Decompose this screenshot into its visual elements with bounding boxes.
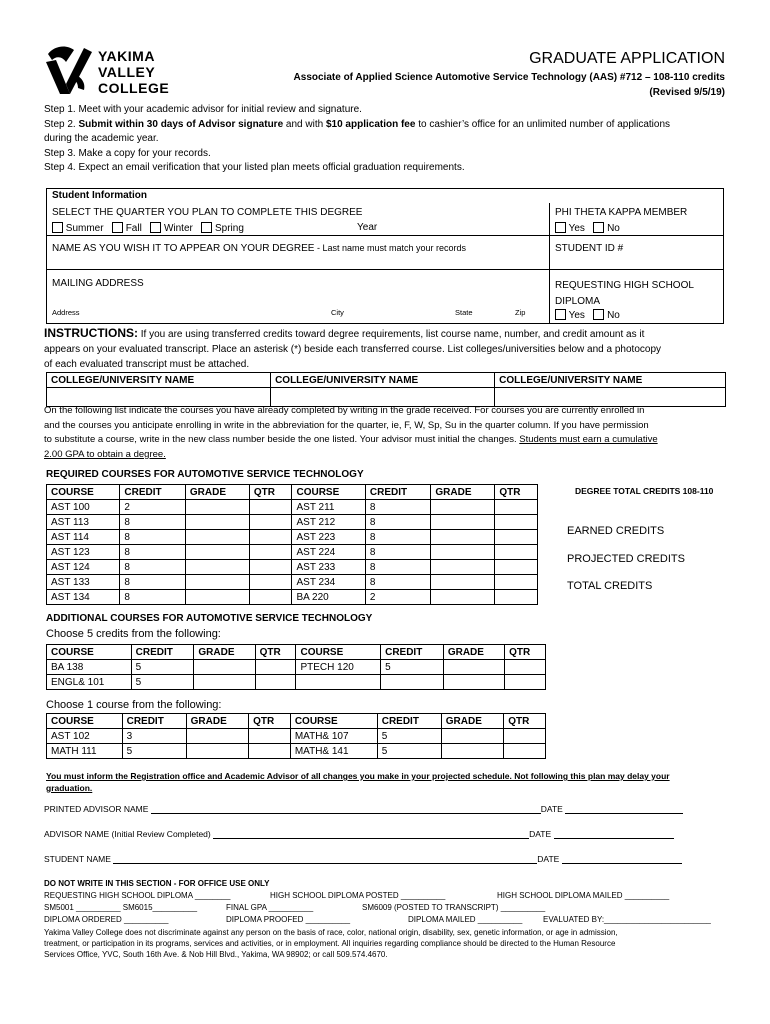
column-header: CREDIT (365, 485, 431, 500)
qtr-input[interactable] (249, 530, 292, 545)
column-header: CREDIT (120, 485, 186, 500)
grade-input[interactable] (441, 729, 504, 744)
qtr-input[interactable] (249, 560, 292, 575)
grades-note-l2: and the courses you anticipate enrolling in write in the abbreviation for the quarter, ie, F, W, Sp, Su in the quarter column. If you have permission (44, 419, 649, 431)
change-notice (46, 770, 670, 794)
course-cell: AST 212 (292, 515, 365, 530)
course-cell: PTECH 120 (296, 660, 381, 675)
grade-input[interactable] (431, 575, 495, 590)
instructions (44, 326, 734, 372)
student-id-field[interactable]: STUDENT ID # (555, 243, 624, 254)
credit-cell: 8 (365, 515, 431, 530)
total-credits-label[interactable]: TOTAL CREDITS (567, 580, 653, 592)
course-cell: AST 114 (47, 530, 120, 545)
hs-no-checkbox[interactable] (593, 309, 604, 320)
grades-note-l1: On the following list indicate the courses you have already completed by writing in the grade received. For courses you are currently enrolled in (44, 405, 645, 416)
step-1: Step 1. Meet with your academic advisor for initial review and signature. (44, 104, 362, 115)
step-2-line2: during the academic year. (44, 133, 159, 144)
course-cell: AST 124 (47, 560, 120, 575)
course-cell: BA 138 (47, 660, 132, 675)
credit-cell (381, 675, 444, 690)
column-header: CREDIT (122, 714, 186, 729)
office-r3c1: DIPLOMA ORDERED __________ (44, 915, 169, 924)
qtr-input[interactable] (505, 675, 546, 690)
logo-mark-icon (44, 44, 96, 98)
choose-5-label: Choose 5 credits from the following: (46, 628, 221, 640)
quarter-label: SELECT THE QUARTER YOU PLAN TO COMPLETE THIS DEGREE (52, 207, 363, 218)
college-col-2: COLLEGE/UNIVERSITY NAME (271, 373, 495, 388)
step-2-fee: $10 application fee (325, 118, 416, 130)
column-header: COURSE (47, 714, 123, 729)
student-name-row (44, 853, 682, 864)
credit-cell: 8 (365, 560, 431, 575)
table-row (47, 530, 538, 545)
grade-input[interactable] (185, 575, 249, 590)
table-row (47, 590, 538, 605)
nd-line3: Services Office, YVC, South 16th Ave. & Nob Hill Blvd., Yakima, WA 98902; or call 509.574.4670. (44, 950, 388, 959)
office-r2c1: SM5001 __________ SM6015__________ (44, 903, 198, 912)
college-table (46, 372, 726, 407)
advisor-initial-label: ADVISOR NAME (Initial Review Completed) (44, 829, 211, 839)
summer-checkbox[interactable] (52, 222, 63, 233)
office-r2c3: SM6009 (POSTED TO TRANSCRIPT) __________ (362, 903, 546, 912)
credit-cell: 8 (120, 515, 186, 530)
column-header: QTR (249, 485, 292, 500)
course-cell: AST 113 (47, 515, 120, 530)
nd-line1: Yakima Valley College does not discriminate against any person on the basis of race, color, national origin, disability, sex, genetic information, or age in admission, (44, 928, 618, 937)
revised-date: (Revised 9/5/19) (649, 87, 725, 98)
grades-note-l3-underline: Students must earn a cumulative (519, 434, 658, 445)
column-header: QTR (249, 714, 291, 729)
credit-cell: 8 (120, 545, 186, 560)
office-r1c1: REQUESTING HIGH SCHOOL DIPLOMA ________ (44, 891, 231, 900)
course-cell: AST 133 (47, 575, 120, 590)
grades-note-l4: 2.00 GPA to obtain a degree. (44, 448, 166, 460)
required-courses-table (46, 484, 538, 605)
table-row (47, 500, 538, 515)
step-2-mid: and with (283, 118, 326, 130)
hs-no-label: No (607, 310, 620, 321)
city-field[interactable]: City (331, 308, 344, 317)
column-header: CREDIT (381, 645, 444, 660)
grade-input[interactable] (185, 530, 249, 545)
name-field-label[interactable] (52, 243, 466, 254)
mailing-address-label: MAILING ADDRESS (52, 278, 144, 289)
qtr-input[interactable] (495, 560, 538, 575)
column-header: CREDIT (377, 714, 441, 729)
ptk-yes-checkbox[interactable] (555, 222, 566, 233)
logo-line3: COLLEGE (98, 80, 170, 96)
qtr-input[interactable] (255, 660, 296, 675)
step-2-pre: Step 2. (44, 118, 79, 130)
office-r3c2: DIPLOMA PROOFED __________ (226, 915, 351, 924)
qtr-input[interactable] (495, 575, 538, 590)
credit-cell: 5 (131, 675, 194, 690)
advisor-initial-input[interactable] (213, 828, 529, 839)
spring-checkbox[interactable] (201, 222, 212, 233)
student-name-label: STUDENT NAME (44, 854, 111, 864)
steps (44, 103, 670, 176)
credit-cell: 2 (365, 590, 431, 605)
spring-label: Spring (214, 223, 244, 234)
ptk-yes-label: Yes (568, 223, 585, 234)
grade-input[interactable] (431, 515, 495, 530)
column-header: GRADE (185, 485, 249, 500)
choose-one-table (46, 713, 546, 759)
grade-input[interactable] (185, 515, 249, 530)
column-header: GRADE (186, 714, 249, 729)
grades-note-l3: to substitute a course, write in the new class number beside the one listed. Your advisor must initial the changes. (44, 434, 520, 445)
logo-line1: YAKIMA (98, 48, 155, 64)
hs-label-line1: REQUESTING HIGH SCHOOL (555, 280, 694, 291)
column-header: COURSE (296, 645, 381, 660)
grade-input[interactable] (431, 530, 495, 545)
table-row (47, 744, 546, 759)
winter-label: Winter (163, 223, 193, 234)
hs-options (555, 309, 620, 321)
college-logo (44, 44, 169, 98)
hs-yes-label: Yes (568, 310, 585, 321)
grade-input[interactable] (443, 675, 504, 690)
qtr-input[interactable] (505, 660, 546, 675)
fall-label: Fall (125, 223, 142, 234)
office-r1c2: HIGH SCHOOL DIPLOMA POSTED __________ (270, 891, 446, 900)
qtr-input[interactable] (504, 729, 546, 744)
course-cell (296, 675, 381, 690)
year-label: Year (357, 222, 378, 233)
step-2-deadline: Submit within 30 days of Advisor signature (78, 118, 284, 130)
student-date-label: DATE (537, 854, 560, 864)
office-heading: DO NOT WRITE IN THIS SECTION - FOR OFFICE USE ONLY (44, 879, 270, 888)
initial-date-input[interactable] (554, 828, 674, 839)
course-cell: AST 102 (47, 729, 123, 744)
printed-advisor-input[interactable] (151, 803, 541, 814)
qtr-input[interactable] (249, 729, 291, 744)
ptk-no-checkbox[interactable] (593, 222, 604, 233)
office-r1c3: HIGH SCHOOL DIPLOMA MAILED __________ (497, 891, 670, 900)
hs-yes-checkbox[interactable] (555, 309, 566, 320)
table-row (47, 675, 546, 690)
course-cell: MATH 111 (47, 744, 123, 759)
column-header: QTR (495, 485, 538, 500)
advisor-initial-row (44, 828, 674, 839)
instructions-text2: appears on your evaluated transcript. Place an asterisk (*) beside each transferred course. List colleges/universities below and a photocopy (44, 344, 662, 355)
earned-credits-label[interactable]: EARNED CREDITS (567, 525, 665, 537)
qtr-input[interactable] (249, 500, 292, 515)
address-field[interactable]: Address (52, 308, 80, 317)
table-row (47, 575, 538, 590)
credit-cell: 8 (120, 575, 186, 590)
additional-heading: ADDITIONAL COURSES FOR AUTOMOTIVE SERVICE TECHNOLOGY (46, 613, 373, 624)
column-header: COURSE (290, 714, 377, 729)
qtr-input[interactable] (249, 744, 291, 759)
grade-input[interactable] (431, 500, 495, 515)
qtr-input[interactable] (255, 675, 296, 690)
grade-input[interactable] (441, 744, 504, 759)
credit-cell: 8 (365, 530, 431, 545)
credit-cell: 8 (365, 545, 431, 560)
table-row (47, 515, 538, 530)
course-cell: MATH& 107 (290, 729, 377, 744)
state-field[interactable]: State (455, 308, 473, 317)
degree-total-label: DEGREE TOTAL CREDITS 108-110 (575, 486, 714, 496)
program-title: Associate of Applied Science Automotive Service Technology (AAS) #712 – 108-110 credits (293, 72, 725, 83)
credit-cell: 3 (122, 729, 186, 744)
column-header: COURSE (47, 485, 120, 500)
college-col-3: COLLEGE/UNIVERSITY NAME (495, 373, 726, 388)
winter-checkbox[interactable] (150, 222, 161, 233)
grade-input[interactable] (185, 545, 249, 560)
zip-field[interactable]: Zip (515, 308, 526, 317)
course-cell: BA 220 (292, 590, 365, 605)
name-label: NAME AS YOU WISH IT TO APPEAR ON YOUR DEGREE (52, 243, 315, 254)
ptk-options (555, 222, 620, 234)
student-name-input[interactable] (113, 853, 537, 864)
grade-input[interactable] (185, 590, 249, 605)
office-r3c4: EVALUATED BY:________________________ (543, 915, 711, 924)
qtr-input[interactable] (249, 515, 292, 530)
credit-cell: 5 (381, 660, 444, 675)
choose-1-label: Choose 1 course from the following: (46, 699, 222, 711)
college-col-1: COLLEGE/UNIVERSITY NAME (47, 373, 271, 388)
qtr-input[interactable] (504, 744, 546, 759)
page-title: GRADUATE APPLICATION (529, 50, 725, 67)
grade-input[interactable] (186, 729, 249, 744)
quarter-options (52, 222, 244, 234)
qtr-input[interactable] (495, 590, 538, 605)
summer-label: Summer (65, 223, 104, 234)
notice-l1: You must inform the Registration office and Academic Advisor of all changes you make in your projected schedule. Not following this plan may delay your (46, 771, 670, 781)
step-3: Step 3. Make a copy for your records. (44, 147, 211, 159)
credit-cell: 5 (377, 744, 441, 759)
credit-cell: 5 (131, 660, 194, 675)
credit-cell: 2 (120, 500, 186, 515)
required-heading: REQUIRED COURSES FOR AUTOMOTIVE SERVICE TECHNOLOGY (46, 469, 364, 480)
qtr-input[interactable] (495, 515, 538, 530)
step-2-post: to cashier’s office for an unlimited number of applications (415, 118, 671, 130)
instructions-text3: of each evaluated transcript must be attached. (44, 359, 250, 370)
ptk-label: PHI THETA KAPPA MEMBER (555, 207, 688, 218)
course-cell: MATH& 141 (290, 744, 377, 759)
course-cell: AST 134 (47, 590, 120, 605)
student-info-box (46, 188, 724, 324)
grade-input[interactable] (185, 560, 249, 575)
grade-input[interactable] (431, 560, 495, 575)
advisor-date-label: DATE (540, 804, 563, 814)
qtr-input[interactable] (495, 500, 538, 515)
credit-cell: 5 (377, 729, 441, 744)
credit-cell: 8 (120, 590, 186, 605)
ptk-no-label: No (607, 223, 620, 234)
grade-input[interactable] (194, 660, 255, 675)
office-r3c3: DIPLOMA MAILED __________ (408, 915, 523, 924)
qtr-input[interactable] (495, 545, 538, 560)
table-row (47, 545, 538, 560)
credit-cell: 8 (120, 560, 186, 575)
column-header: QTR (505, 645, 546, 660)
table-row (47, 729, 546, 744)
student-date-input[interactable] (562, 853, 682, 864)
course-cell: AST 100 (47, 500, 120, 515)
column-header: QTR (255, 645, 296, 660)
course-cell: ENGL& 101 (47, 675, 132, 690)
column-header: QTR (504, 714, 546, 729)
course-cell: AST 233 (292, 560, 365, 575)
instructions-text1: If you are using transferred credits toward degree requirements, list course name, number, and credit amount as it (138, 329, 645, 340)
nd-line2: treatment, or participation in its programs, services and activities, or in employment. All inquiries regarding compliance should be directed to the Human Resource (44, 939, 616, 948)
office-r2c2: FINAL GPA __________ (226, 903, 314, 912)
notice-l2: graduation. (46, 783, 93, 793)
column-header: CREDIT (131, 645, 194, 660)
column-header: GRADE (441, 714, 504, 729)
course-cell: AST 234 (292, 575, 365, 590)
qtr-input[interactable] (249, 545, 292, 560)
qtr-input[interactable] (249, 575, 292, 590)
grade-input[interactable] (431, 590, 495, 605)
credit-cell: 8 (120, 530, 186, 545)
grade-input[interactable] (431, 545, 495, 560)
course-cell: AST 211 (292, 500, 365, 515)
step-2 (44, 118, 670, 133)
advisor-date-input[interactable] (565, 803, 683, 814)
projected-credits-label[interactable]: PROJECTED CREDITS (567, 553, 685, 565)
grade-input[interactable] (194, 675, 255, 690)
table-row (47, 660, 546, 675)
nondiscrimination-statement (44, 927, 618, 960)
hs-diploma-label (555, 278, 694, 310)
grade-input[interactable] (185, 500, 249, 515)
logo-line2: VALLEY (98, 64, 156, 80)
initial-date-label: DATE (529, 829, 552, 839)
additional-courses-table (46, 644, 546, 690)
column-header: GRADE (431, 485, 495, 500)
column-header: GRADE (194, 645, 255, 660)
table-row (47, 560, 538, 575)
hs-label-line2: DIPLOMA (555, 296, 601, 307)
grades-note (44, 404, 658, 462)
course-cell: AST 123 (47, 545, 120, 560)
student-info-heading: Student Information (52, 190, 147, 201)
grade-input[interactable] (186, 744, 249, 759)
column-header: GRADE (443, 645, 504, 660)
course-cell: AST 224 (292, 545, 365, 560)
course-cell: AST 223 (292, 530, 365, 545)
credit-cell: 8 (365, 575, 431, 590)
credit-cell: 5 (122, 744, 186, 759)
printed-advisor-row (44, 803, 683, 814)
instructions-label: INSTRUCTIONS: (44, 326, 138, 340)
column-header: COURSE (47, 645, 132, 660)
printed-advisor-label: PRINTED ADVISOR NAME (44, 804, 149, 814)
qtr-input[interactable] (495, 530, 538, 545)
step-4: Step 4. Expect an email verification that your listed plan meets official graduation requirements. (44, 162, 465, 173)
qtr-input[interactable] (249, 590, 292, 605)
grade-input[interactable] (443, 660, 504, 675)
column-header: COURSE (292, 485, 365, 500)
name-note: - Last name must match your records (314, 243, 467, 253)
fall-checkbox[interactable] (112, 222, 123, 233)
credit-cell: 8 (365, 500, 431, 515)
